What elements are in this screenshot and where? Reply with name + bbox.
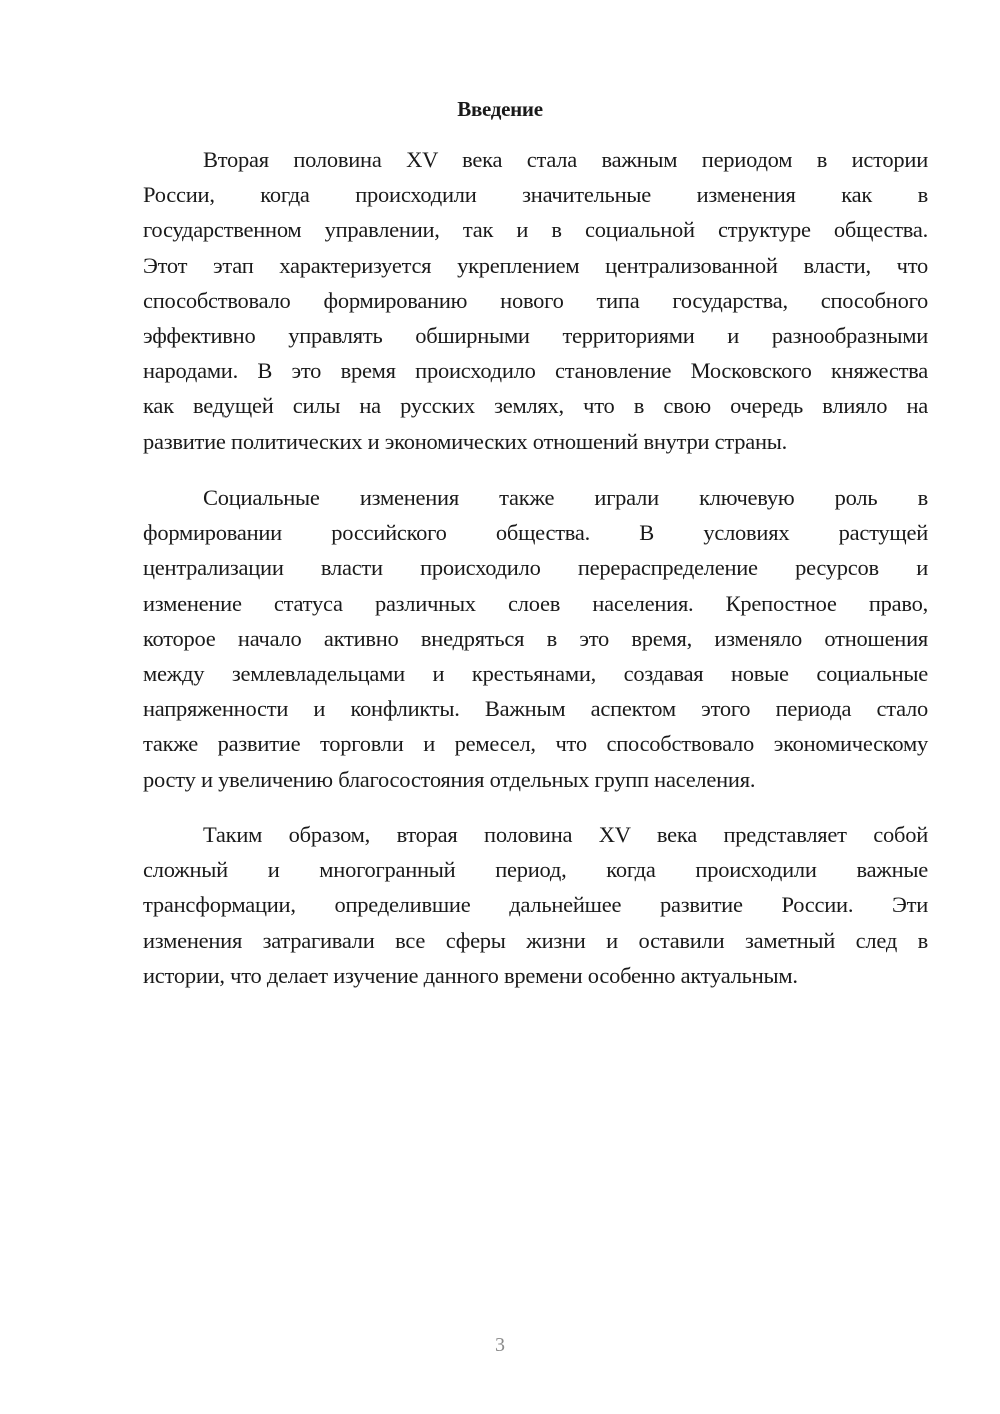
text-line: Этот этап характеризуется укреплением централизованной власти, что <box>143 252 928 278</box>
section-title: Введение <box>457 97 543 121</box>
text-line: изменения затрагивали все сферы жизни и оставили заметный след в <box>143 927 928 953</box>
text-line: как ведущей силы на русских землях, что в свою очередь влияло на <box>143 393 928 419</box>
text-line: России, когда происходили значительные изменения как в <box>143 182 928 208</box>
text-line: которое начало активно внедряться в это время, изменяло отношения <box>143 625 928 651</box>
text-line: централизации власти происходило перераспределение ресурсов и <box>143 555 928 581</box>
paragraph-2 <box>143 480 928 797</box>
paragraph-3 <box>143 817 928 993</box>
text-line: Таким образом, вторая половина XV века представляет собой <box>203 822 928 847</box>
text-line: напряженности и конфликты. Важным аспектом этого периода стало <box>143 696 928 722</box>
text-line: росту и увеличению благосостояния отдельных групп населения. <box>143 766 756 792</box>
text-line: сложный и многогранный период, когда происходили важные <box>143 857 928 883</box>
text-line: эффективно управлять обширными территориями и разнообразными <box>143 322 928 348</box>
text-line: между землевладельцами и крестьянами, создавая новые социальные <box>143 660 928 686</box>
text-line: формировании российского общества. В условиях растущей <box>143 520 928 546</box>
text-line: народами. В это время происходило становление Московского княжества <box>143 358 928 384</box>
page-number: 3 <box>495 1334 505 1356</box>
text-line: также развитие торговли и ремесел, что способствовало экономическому <box>143 731 928 757</box>
text-line: развитие политических и экономических отношений внутри страны. <box>143 428 787 454</box>
text-line: способствовало формированию нового типа государства, способного <box>143 287 928 313</box>
text-line: Социальные изменения также играли ключевую роль в <box>203 485 928 510</box>
text-line: государственном управлении, так и в социальной структуре общества. <box>143 217 928 243</box>
paragraph-1 <box>143 142 928 459</box>
text-line: изменение статуса различных слоев населения. Крепостное право, <box>143 590 928 616</box>
text-line: Вторая половина XV века стала важным периодом в истории <box>203 147 928 172</box>
text-line: истории, что делает изучение данного времени особенно актуальным. <box>143 962 798 988</box>
text-line: трансформации, определившие дальнейшее развитие России. Эти <box>143 892 928 918</box>
